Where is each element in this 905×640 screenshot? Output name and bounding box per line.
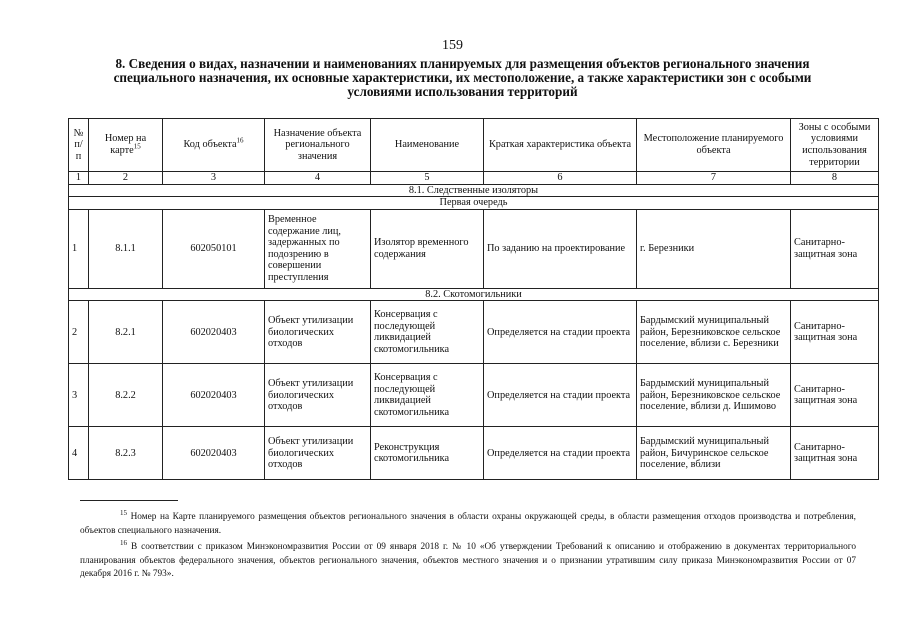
table-row	[69, 427, 879, 480]
row-purpose: Объект утилизации биологических отходов	[265, 364, 371, 427]
section-subtitle-row	[69, 197, 879, 210]
col-header-characteristic: Краткая характеристика объекта	[484, 119, 637, 172]
row-characteristic: Определяется на стадии проекта	[484, 427, 637, 480]
section-title: 8.1. Следственные изоляторы	[69, 184, 879, 197]
row-num: 1	[69, 209, 89, 288]
row-name: Изолятор временного содержания	[371, 209, 484, 288]
row-zone: Санитарно-защитная зона	[791, 209, 879, 288]
row-num: 3	[69, 364, 89, 427]
objects-table	[68, 118, 879, 480]
row-location: г. Березники	[637, 209, 791, 288]
row-zone: Санитарно-защитная зона	[791, 364, 879, 427]
col-header-object-code: Код объекта$^{16}$	[163, 119, 265, 172]
row-purpose: Объект утилизации биологических отходов	[265, 427, 371, 480]
row-object-code: 602020403	[163, 301, 265, 364]
page-number: 159	[442, 38, 463, 53]
row-name: Консервация с последующей ликвидацией скотомогильника	[371, 301, 484, 364]
row-map-number: 8.2.3	[89, 427, 163, 480]
row-name: Консервация с последующей ликвидацией скотомогильника	[371, 364, 484, 427]
row-object-code: 602020403	[163, 364, 265, 427]
table-header-row	[69, 119, 879, 172]
col-header-map-number: Номер на карте$^{15}$	[89, 119, 163, 172]
row-zone: Санитарно-защитная зона	[791, 301, 879, 364]
table-row	[69, 364, 879, 427]
column-number: 7	[637, 172, 791, 185]
row-purpose: Временное содержание лиц, задержанных по подозрению в совершении преступления	[265, 209, 371, 288]
row-map-number: 8.1.1	[89, 209, 163, 288]
section-subtitle: Первая очередь	[69, 197, 879, 210]
row-location: Бардымский муниципальный район, Бичуринское сельское поселение, вблизи	[637, 427, 791, 480]
col-header-location: Местоположение планируемого объекта	[637, 119, 791, 172]
document-title: 8. Сведения о видах, назначении и наименованиях планируемых для размещения объектов регионального значения специального назначения, их основные характеристики, их местоположение, а также характеристики зон с особыми условиями использования территорий	[113, 56, 812, 99]
row-purpose: Объект утилизации биологических отходов	[265, 301, 371, 364]
col-header-num: № п/п	[69, 119, 89, 172]
column-number: 1	[69, 172, 89, 185]
row-characteristic: Определяется на стадии проекта	[484, 364, 637, 427]
row-zone: Санитарно-защитная зона	[791, 427, 879, 480]
col-header-purpose: Назначение объекта регионального значения	[265, 119, 371, 172]
col-header-zones: Зоны с особыми условиями использования территории	[791, 119, 879, 172]
row-object-code: 602050101	[163, 209, 265, 288]
table-row	[69, 209, 879, 288]
row-location: Бардымский муниципальный район, Березниковское сельское поселение, вблизи с. Березники	[637, 301, 791, 364]
col-header-name: Наименование	[371, 119, 484, 172]
column-number: 8	[791, 172, 879, 185]
column-number: 4	[265, 172, 371, 185]
section-title-row	[69, 288, 879, 301]
row-num: 4	[69, 427, 89, 480]
section-title: 8.2. Скотомогильники	[69, 288, 879, 301]
row-location: Бардымский муниципальный район, Березниковское сельское поселение, вблизи д. Ишимово	[637, 364, 791, 427]
column-number: 2	[89, 172, 163, 185]
row-num: 2	[69, 301, 89, 364]
row-map-number: 8.2.1	[89, 301, 163, 364]
section-title-row	[69, 184, 879, 197]
footnote-15: $^{15}$ Номер на Карте планируемого размещения объектов регионального значения в области охраны окружающей среды, в области размещения отходов производства и потребления, объектов специального назначения.	[80, 508, 856, 536]
row-characteristic: Определяется на стадии проекта	[484, 301, 637, 364]
column-number: 6	[484, 172, 637, 185]
column-number: 3	[163, 172, 265, 185]
column-number: 5	[371, 172, 484, 185]
row-name: Реконструкция скотомогильника	[371, 427, 484, 480]
footnote-separator	[80, 500, 178, 501]
column-numbers-row	[69, 172, 879, 185]
row-object-code: 602020403	[163, 427, 265, 480]
row-characteristic: По заданию на проектирование	[484, 209, 637, 288]
table-row	[69, 301, 879, 364]
row-map-number: 8.2.2	[89, 364, 163, 427]
footnote-16: $^{16}$ В соответствии с приказом Минэкономразвития России от 09 января 2018 г. № 10 «Об утверждении Требований к описанию и отображению в документах территориального планирования объектов федерального значения, объектов регионального значения, объектов местного значения и о признании утратившим силу приказа Минэкономразвития России от 07 декабря 2016 г. № 793».	[80, 538, 856, 579]
